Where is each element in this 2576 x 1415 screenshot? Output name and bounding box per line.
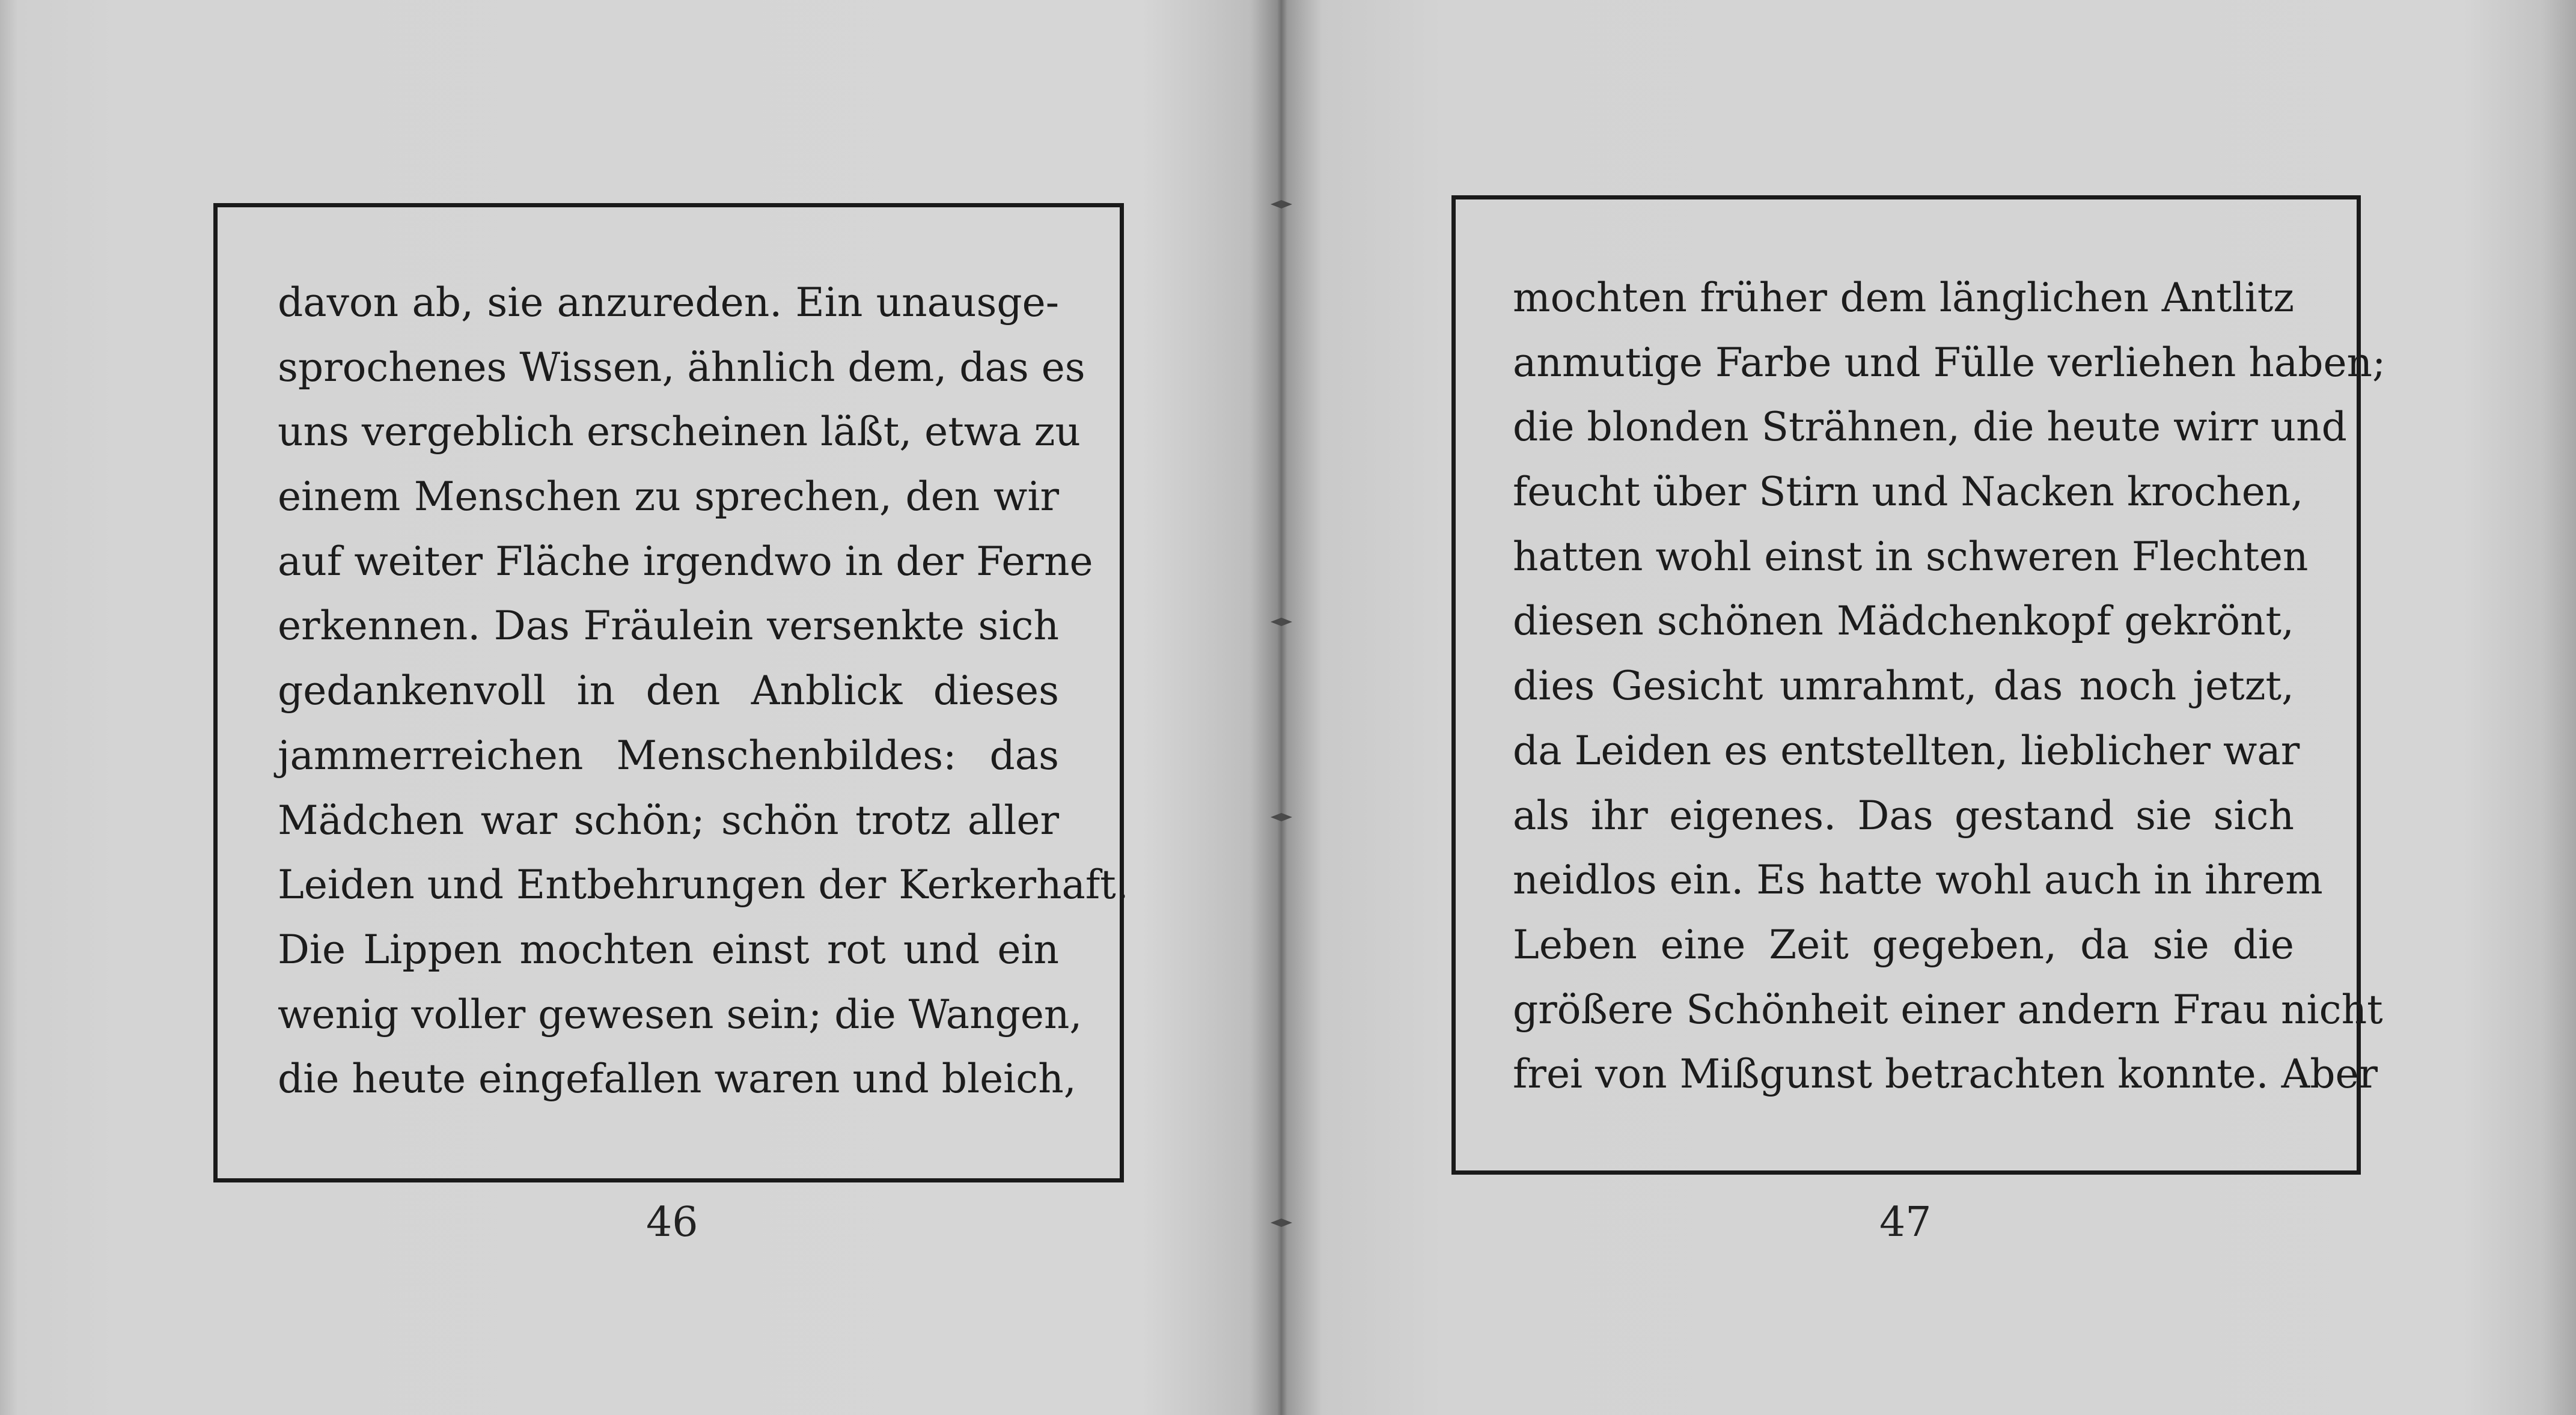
- left-text-frame: [213, 203, 1129, 1182]
- binding-stitch: [1269, 808, 1293, 826]
- text-line: Mädchen war schön; schön trotz aller: [278, 797, 1059, 844]
- text-line: auf weiter Fläche irgendwo in der Ferne: [278, 538, 1093, 585]
- text-line: als ihr eigenes. Das gestand sie sich: [1513, 792, 2294, 839]
- text-line: mochten früher dem länglichen Antlitz: [1513, 275, 2294, 321]
- text-line: die heute eingefallen waren und bleich,: [278, 1056, 1076, 1103]
- text-line: diesen schönen Mädchenkopf gekrönt,: [1513, 598, 2294, 645]
- text-line: Leben eine Zeit gegeben, da sie die: [1513, 921, 2294, 968]
- text-line: größere Schönheit einer andern Frau nicht: [1513, 986, 2383, 1033]
- left-page-text: [278, 270, 1129, 1112]
- text-line: wenig voller gewesen sein; die Wangen,: [278, 991, 1082, 1038]
- text-line: jammerreichen Menschenbildes: das: [278, 732, 1059, 779]
- text-line: einem Menschen zu sprechen, den wir: [278, 473, 1059, 520]
- text-line: anmutige Farbe und Fülle verliehen haben;: [1513, 339, 2386, 386]
- binding-stitch: [1269, 613, 1293, 631]
- text-line: feucht über Stirn und Nacken krochen,: [1513, 469, 2304, 516]
- text-line: hatten wohl einst in schweren Flechten: [1513, 533, 2309, 580]
- text-line: neidlos ein. Es hatte wohl auch in ihrem: [1513, 857, 2323, 904]
- text-line: frei von Mißgunst betrachten konnte. Aber: [1513, 1051, 2378, 1098]
- text-line: Leiden und Entbehrungen der Kerkerhaft.: [278, 862, 1129, 908]
- text-line: da Leiden es entstellten, lieblicher war: [1513, 727, 2300, 774]
- text-line: erkennen. Das Fräulein versenkte sich: [278, 603, 1059, 650]
- text-line: uns vergeblich erscheinen läßt, etwa zu: [278, 409, 1081, 455]
- text-line: die blonden Strähnen, die heute wirr und: [1513, 404, 2347, 451]
- text-line: Die Lippen mochten einst rot und ein: [278, 926, 1059, 973]
- text-line: sprochenes Wissen, ähnlich dem, das es: [278, 344, 1085, 391]
- text-line: davon ab, sie anzureden. Ein unausge-: [278, 279, 1059, 326]
- right-page: [1281, 0, 2576, 1415]
- text-line: dies Gesicht umrahmt, das noch jetzt,: [1513, 663, 2294, 710]
- right-text-frame: [1451, 195, 2386, 1175]
- left-page: [0, 0, 1280, 1415]
- page-number-right: 47: [1879, 1199, 1932, 1246]
- right-page-text: [1513, 266, 2386, 1107]
- page-number-left: 46: [646, 1199, 698, 1246]
- binding-stitch: [1269, 1214, 1293, 1232]
- binding-stitch: [1269, 195, 1293, 213]
- text-line: gedankenvoll in den Anblick dieses: [278, 668, 1059, 714]
